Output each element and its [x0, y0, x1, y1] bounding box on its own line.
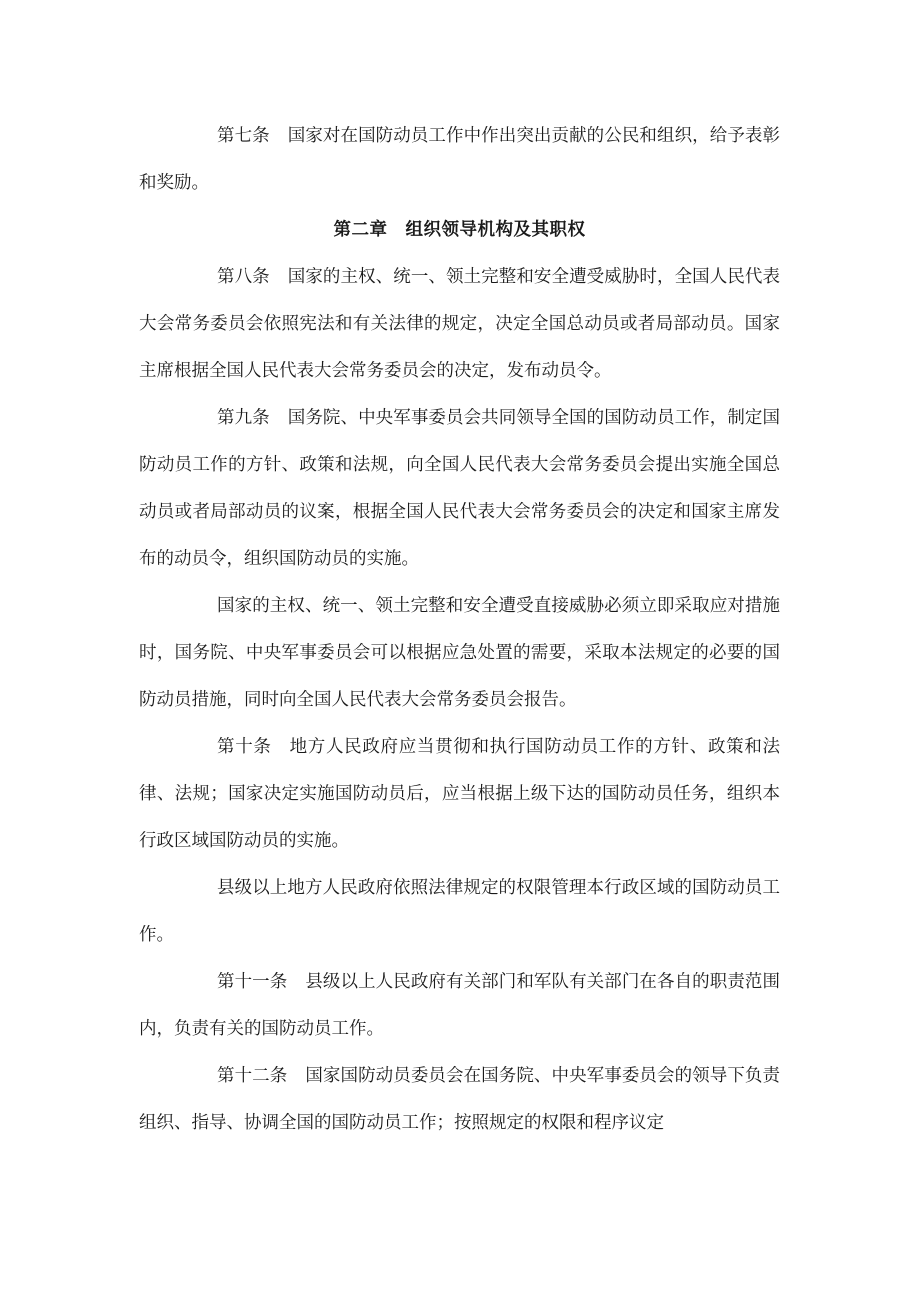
article-label: 第十条	[217, 737, 272, 757]
article-label: 第七条	[217, 126, 270, 146]
article-9-paragraph-2	[139, 583, 780, 724]
article-text: 地方人民政府应当贯彻和执行国防动员工作的方针、政策和法律、法规；国家决定实施国防动员后，应当根据上级下达的国防动员任务，组织本行政区域国防动员的实施。	[139, 737, 781, 851]
article-text: 国家国防动员委员会在国务院、中央军事委员会的领导下负责组织、指导、协调全国的国防动员工作；按照规定的权限和程序议定	[139, 1066, 781, 1133]
article-7	[139, 113, 780, 207]
article-12	[139, 1053, 780, 1147]
chapter-heading: 第二章 组织领导机构及其职权	[333, 220, 586, 240]
article-11	[139, 959, 780, 1053]
article-9	[139, 395, 780, 583]
article-label: 第十一条	[217, 972, 288, 992]
article-10	[139, 724, 780, 865]
article-text: 县级以上人民政府有关部门和军队有关部门在各自的职责范围内，负责有关的国防动员工作。	[139, 972, 781, 1039]
article-8	[139, 254, 780, 395]
paragraph-text: 国家的主权、统一、领土完整和安全遭受直接威胁必须立即采取应对措施时，国务院、中央军事委员会可以根据应急处置的需要，采取本法规定的必要的国防动员措施，同时向全国人民代表大会常务委员会报告。	[139, 596, 780, 710]
article-label: 第九条	[217, 408, 270, 428]
article-10-paragraph-2	[139, 865, 780, 959]
article-text: 国家的主权、统一、领土完整和安全遭受威胁时，全国人民代表大会常务委员会依照宪法和有关法律的规定，决定全国总动员或者局部动员。国家主席根据全国人民代表大会常务委员会的决定，发布动员令。	[139, 267, 780, 381]
paragraph-text: 县级以上地方人民政府依照法律规定的权限管理本行政区域的国防动员工作。	[139, 878, 780, 945]
article-label: 第八条	[217, 267, 270, 287]
document-page	[139, 113, 780, 1147]
article-label: 第十二条	[217, 1066, 288, 1086]
article-text: 国务院、中央军事委员会共同领导全国的国防动员工作，制定国防动员工作的方针、政策和法规，向全国人民代表大会常务委员会提出实施全国总动员或者局部动员的议案，根据全国人民代表大会常务委员会的决定和国家主席发布的动员令，组织国防动员的实施。	[139, 408, 780, 569]
article-text: 国家对在国防动员工作中作出突出贡献的公民和组织，给予表彰和奖励。	[139, 126, 780, 193]
